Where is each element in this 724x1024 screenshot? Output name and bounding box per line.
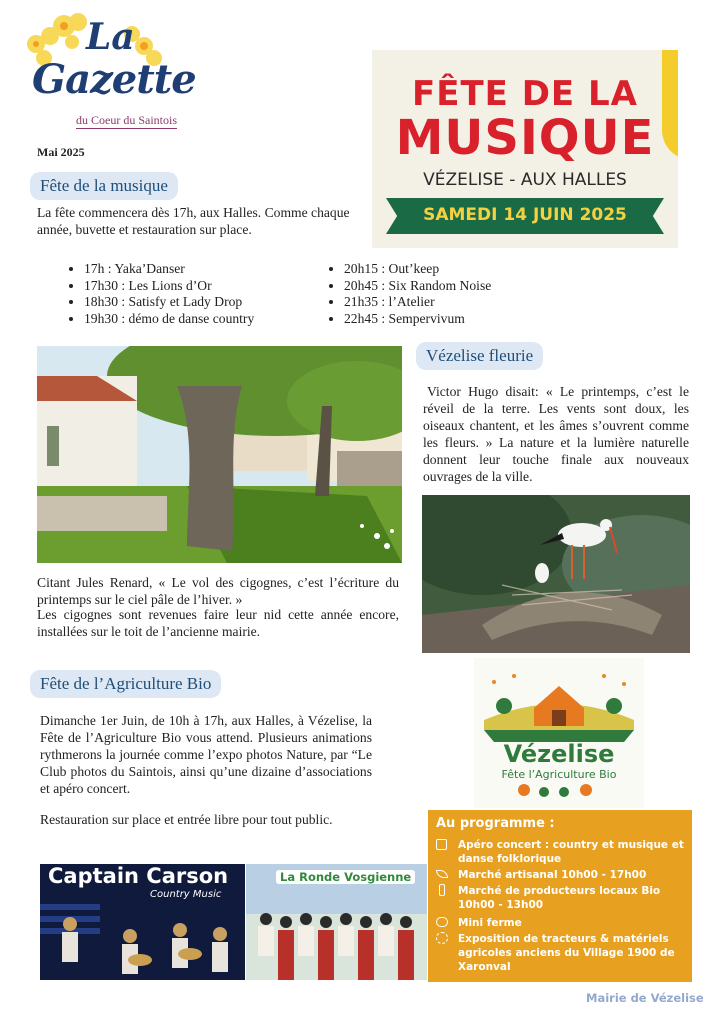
fleurie-heading: Vézelise fleurie	[416, 342, 543, 370]
bio-fest-logo	[474, 658, 644, 808]
programme-item	[436, 838, 688, 866]
musique-heading: Fête de la musique	[30, 172, 178, 200]
bio-heading: Fête de l’Agriculture Bio	[30, 670, 221, 698]
ronde-vosgienne-photo	[246, 864, 427, 980]
musique-intro: La fête commencera dès 17h, aux Halles. Comme chaque année, buvette et restauration sur place.	[37, 205, 350, 237]
cigognes-text: Les cigognes sont revenues faire leur nid cette année encore, installées sur le toit de l’ancienne mairie.	[37, 607, 399, 639]
footer-mairie: Mairie de Vézelise	[586, 991, 704, 1005]
list-item: • 18h30 : Satisfy et Lady Drop	[84, 294, 254, 311]
poster-line1: FÊTE DE LA	[412, 74, 638, 114]
programme-title: Au programme :	[436, 816, 555, 831]
programme-item-text: Mini ferme	[458, 917, 522, 929]
fleurie-text: Victor Hugo disait: « Le printemps, c’est le réveil de la terre. Les vents sont doux, les oiseaux chantent, et les âmes s’ouvrent comme les fleurs. » La nature et la lumière naturelle donnent leur touche finale aux nouveaux ouvrages de la ville.	[423, 384, 689, 484]
poster-banner-text: SAMEDI 14 JUIN 2025	[423, 205, 627, 225]
poster-line2: MUSIQUE	[395, 110, 655, 166]
bio-text: Dimanche 1er Juin, de 10h à 17h, aux Halles, à Vézelise, la Fête de l’Agriculture Bio vous attend. Plusieurs animations rythmerons la journée comme l’expo photos Nature, par “Le Club photos du Saintois, ainsi qu’une dizaine d’associations et apéro concert.	[40, 713, 372, 796]
programme-item-text: Exposition de tracteurs & matériels agricoles anciens du Village 1900 de Xaronval	[458, 933, 675, 973]
programme-item-text: Marché de producteurs locaux Bio 10h00 - 13h00	[458, 885, 661, 911]
issue-date: Mai 2025	[37, 145, 85, 159]
list-item: • 17h : Yaka’Danser	[84, 261, 254, 278]
programme-item-text: Apéro concert : country et musique et danse folklorique	[458, 839, 684, 865]
programme-item-text: Marché artisanal 10h00 - 17h00	[458, 869, 647, 881]
logo-line2: Gazette	[32, 56, 196, 103]
captain-carson-photo	[40, 864, 245, 980]
leaf-icon	[436, 870, 448, 878]
logo-subtitle: du Coeur du Saintois	[76, 113, 177, 127]
gazette-logo	[14, 6, 214, 131]
poster-line3: VÉZELISE - AUX HALLES	[423, 170, 627, 190]
street-tree-photo	[37, 346, 402, 563]
cigognes-quote: Citant Jules Renard, « Le vol des cigognes, c’est l’écriture du printemps sur le ciel pâle de l’hiver. »	[37, 575, 399, 607]
list-item: • 22h45 : Sempervivum	[344, 311, 491, 328]
programme-item	[436, 932, 688, 974]
programme-item	[436, 916, 688, 930]
bio-logo-sub: Fête l’Agriculture Bio	[501, 768, 617, 781]
drink-icon	[436, 839, 447, 850]
musique-list-right	[328, 261, 491, 327]
musique-list-left	[68, 261, 254, 327]
list-item: • 20h45 : Six Random Noise	[344, 278, 491, 295]
fete-musique-poster	[372, 50, 678, 248]
ronde-title: La Ronde Vosgienne	[276, 870, 415, 884]
programme-item	[436, 884, 688, 912]
bio-logo-name: Vézelise	[503, 740, 615, 768]
storks-photo	[422, 495, 690, 653]
logo-line1: La	[86, 16, 135, 58]
list-item: • 20h15 : Out’keep	[344, 261, 491, 278]
list-item: • 17h30 : Les Lions d’Or	[84, 278, 254, 295]
carson-title: Captain Carson	[48, 864, 229, 888]
programme-box	[428, 810, 692, 982]
carson-subtitle: Country Music	[150, 889, 222, 900]
bottle-icon	[439, 884, 445, 896]
bio-text-2: Restauration sur place et entrée libre pour tout public.	[40, 812, 333, 827]
list-item: • 21h35 : l’Atelier	[344, 294, 491, 311]
programme-item	[436, 868, 688, 882]
wheat-icon	[436, 932, 448, 944]
list-item: • 19h30 : démo de danse country	[84, 311, 254, 328]
goat-icon	[436, 917, 448, 927]
